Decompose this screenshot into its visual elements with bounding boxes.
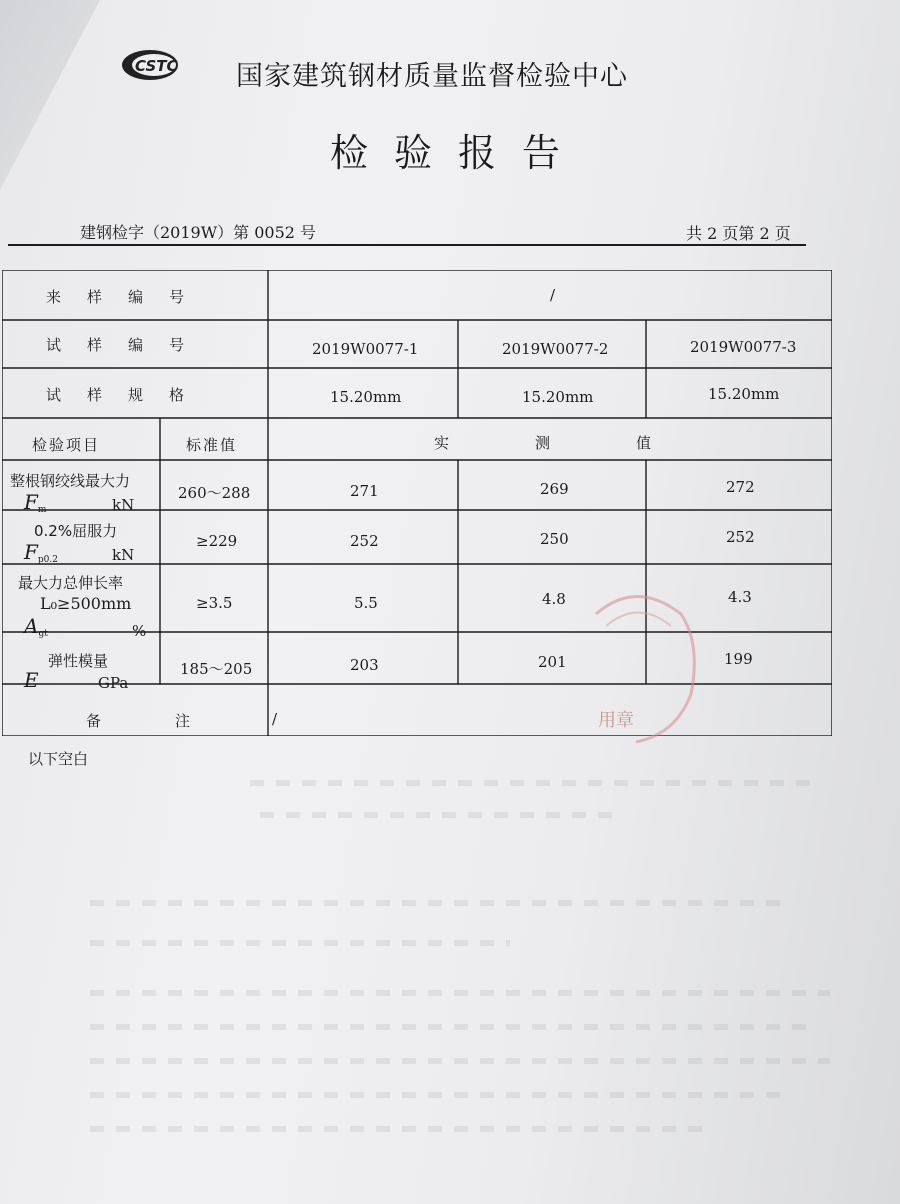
svg-text:CSTC: CSTC <box>135 57 178 75</box>
item-symbol-fm: $F_m$ <box>24 490 47 515</box>
document-title: 检验报告 <box>330 131 587 175</box>
remarks-value: / <box>272 710 278 728</box>
sample-no-label: 来样编号 <box>46 288 211 306</box>
spec-2: 15.20mm <box>522 388 594 406</box>
measured-yield-force-1: 252 <box>350 532 379 550</box>
measured-elongation-3: 4.3 <box>728 588 752 606</box>
standard-modulus: 185～205 <box>180 660 253 678</box>
blank-below-note: 以下空白 <box>28 750 89 768</box>
item-name-modulus: 弹性模量 <box>48 652 109 670</box>
measured-elongation-1: 5.5 <box>354 594 378 612</box>
item-unit-percent: % <box>132 622 147 640</box>
spec-label: 试样规格 <box>46 386 211 404</box>
item-symbol-agt: $A_{gt}$ <box>24 614 48 639</box>
item-unit-kn: kN <box>112 496 135 514</box>
standard-max-force: 260～288 <box>178 484 251 502</box>
item-name-yield-force: 0.2%屈服力 <box>34 522 118 540</box>
specimen-no-3: 2019W0077-3 <box>690 338 797 356</box>
remarks-label: 备注 <box>86 712 265 730</box>
bleed-through-line <box>90 900 790 906</box>
spec-1: 15.20mm <box>330 388 402 406</box>
item-gauge-length: L₀≥500mm <box>40 594 132 613</box>
bleed-through-line <box>90 1092 790 1098</box>
col-standard-header: 标准值 <box>186 436 238 454</box>
bleed-through-line <box>260 812 620 818</box>
bleed-through-line <box>90 990 830 996</box>
measured-yield-force-2: 250 <box>540 530 569 548</box>
item-name-max-force: 整根钢绞线最大力 <box>10 472 131 490</box>
measured-max-force-3: 272 <box>726 478 755 496</box>
bleed-through-line <box>250 780 810 786</box>
bleed-through-line <box>90 1024 810 1030</box>
measured-modulus-3: 199 <box>724 650 753 668</box>
standard-elongation: ≥3.5 <box>196 594 233 612</box>
item-symbol-fp02: $F_{p0.2}$ <box>24 540 58 565</box>
measured-modulus-2: 201 <box>538 653 567 671</box>
page-info: 共 2 页第 2 页 <box>686 224 791 243</box>
measured-max-force-2: 269 <box>540 480 569 498</box>
reference-number: 建钢检字（2019W）第 0052 号 <box>80 223 317 242</box>
item-unit-kn-2: kN <box>112 546 135 564</box>
bleed-through-line <box>90 940 510 946</box>
specimen-no-label: 试样编号 <box>46 336 211 354</box>
item-name-elongation: 最大力总伸长率 <box>18 574 124 592</box>
col-item-header: 检验项目 <box>32 436 101 454</box>
measured-modulus-1: 203 <box>350 656 379 674</box>
specimen-no-1: 2019W0077-1 <box>312 340 419 358</box>
seal-text: 用章 <box>598 710 634 731</box>
sample-no-value: / <box>550 286 556 304</box>
specimen-no-2: 2019W0077-2 <box>502 340 609 358</box>
measured-elongation-2: 4.8 <box>542 590 566 608</box>
col-measured-header: 实测值 <box>434 434 738 452</box>
standard-yield-force: ≥229 <box>196 532 238 550</box>
spec-3: 15.20mm <box>708 385 780 403</box>
org-name: 国家建筑钢材质量监督检验中心 <box>236 61 628 92</box>
results-table <box>2 270 832 736</box>
measured-max-force-1: 271 <box>350 482 379 500</box>
paper-fold-shadow <box>0 0 100 190</box>
header-rule <box>8 244 806 246</box>
item-symbol-e: E <box>24 668 39 692</box>
item-unit-gpa: GPa <box>98 674 129 692</box>
cstc-logo-icon <box>120 48 184 82</box>
bleed-through-line <box>90 1126 710 1132</box>
official-seal-icon <box>576 584 706 744</box>
bleed-through-line <box>90 1058 830 1064</box>
measured-yield-force-3: 252 <box>726 528 755 546</box>
